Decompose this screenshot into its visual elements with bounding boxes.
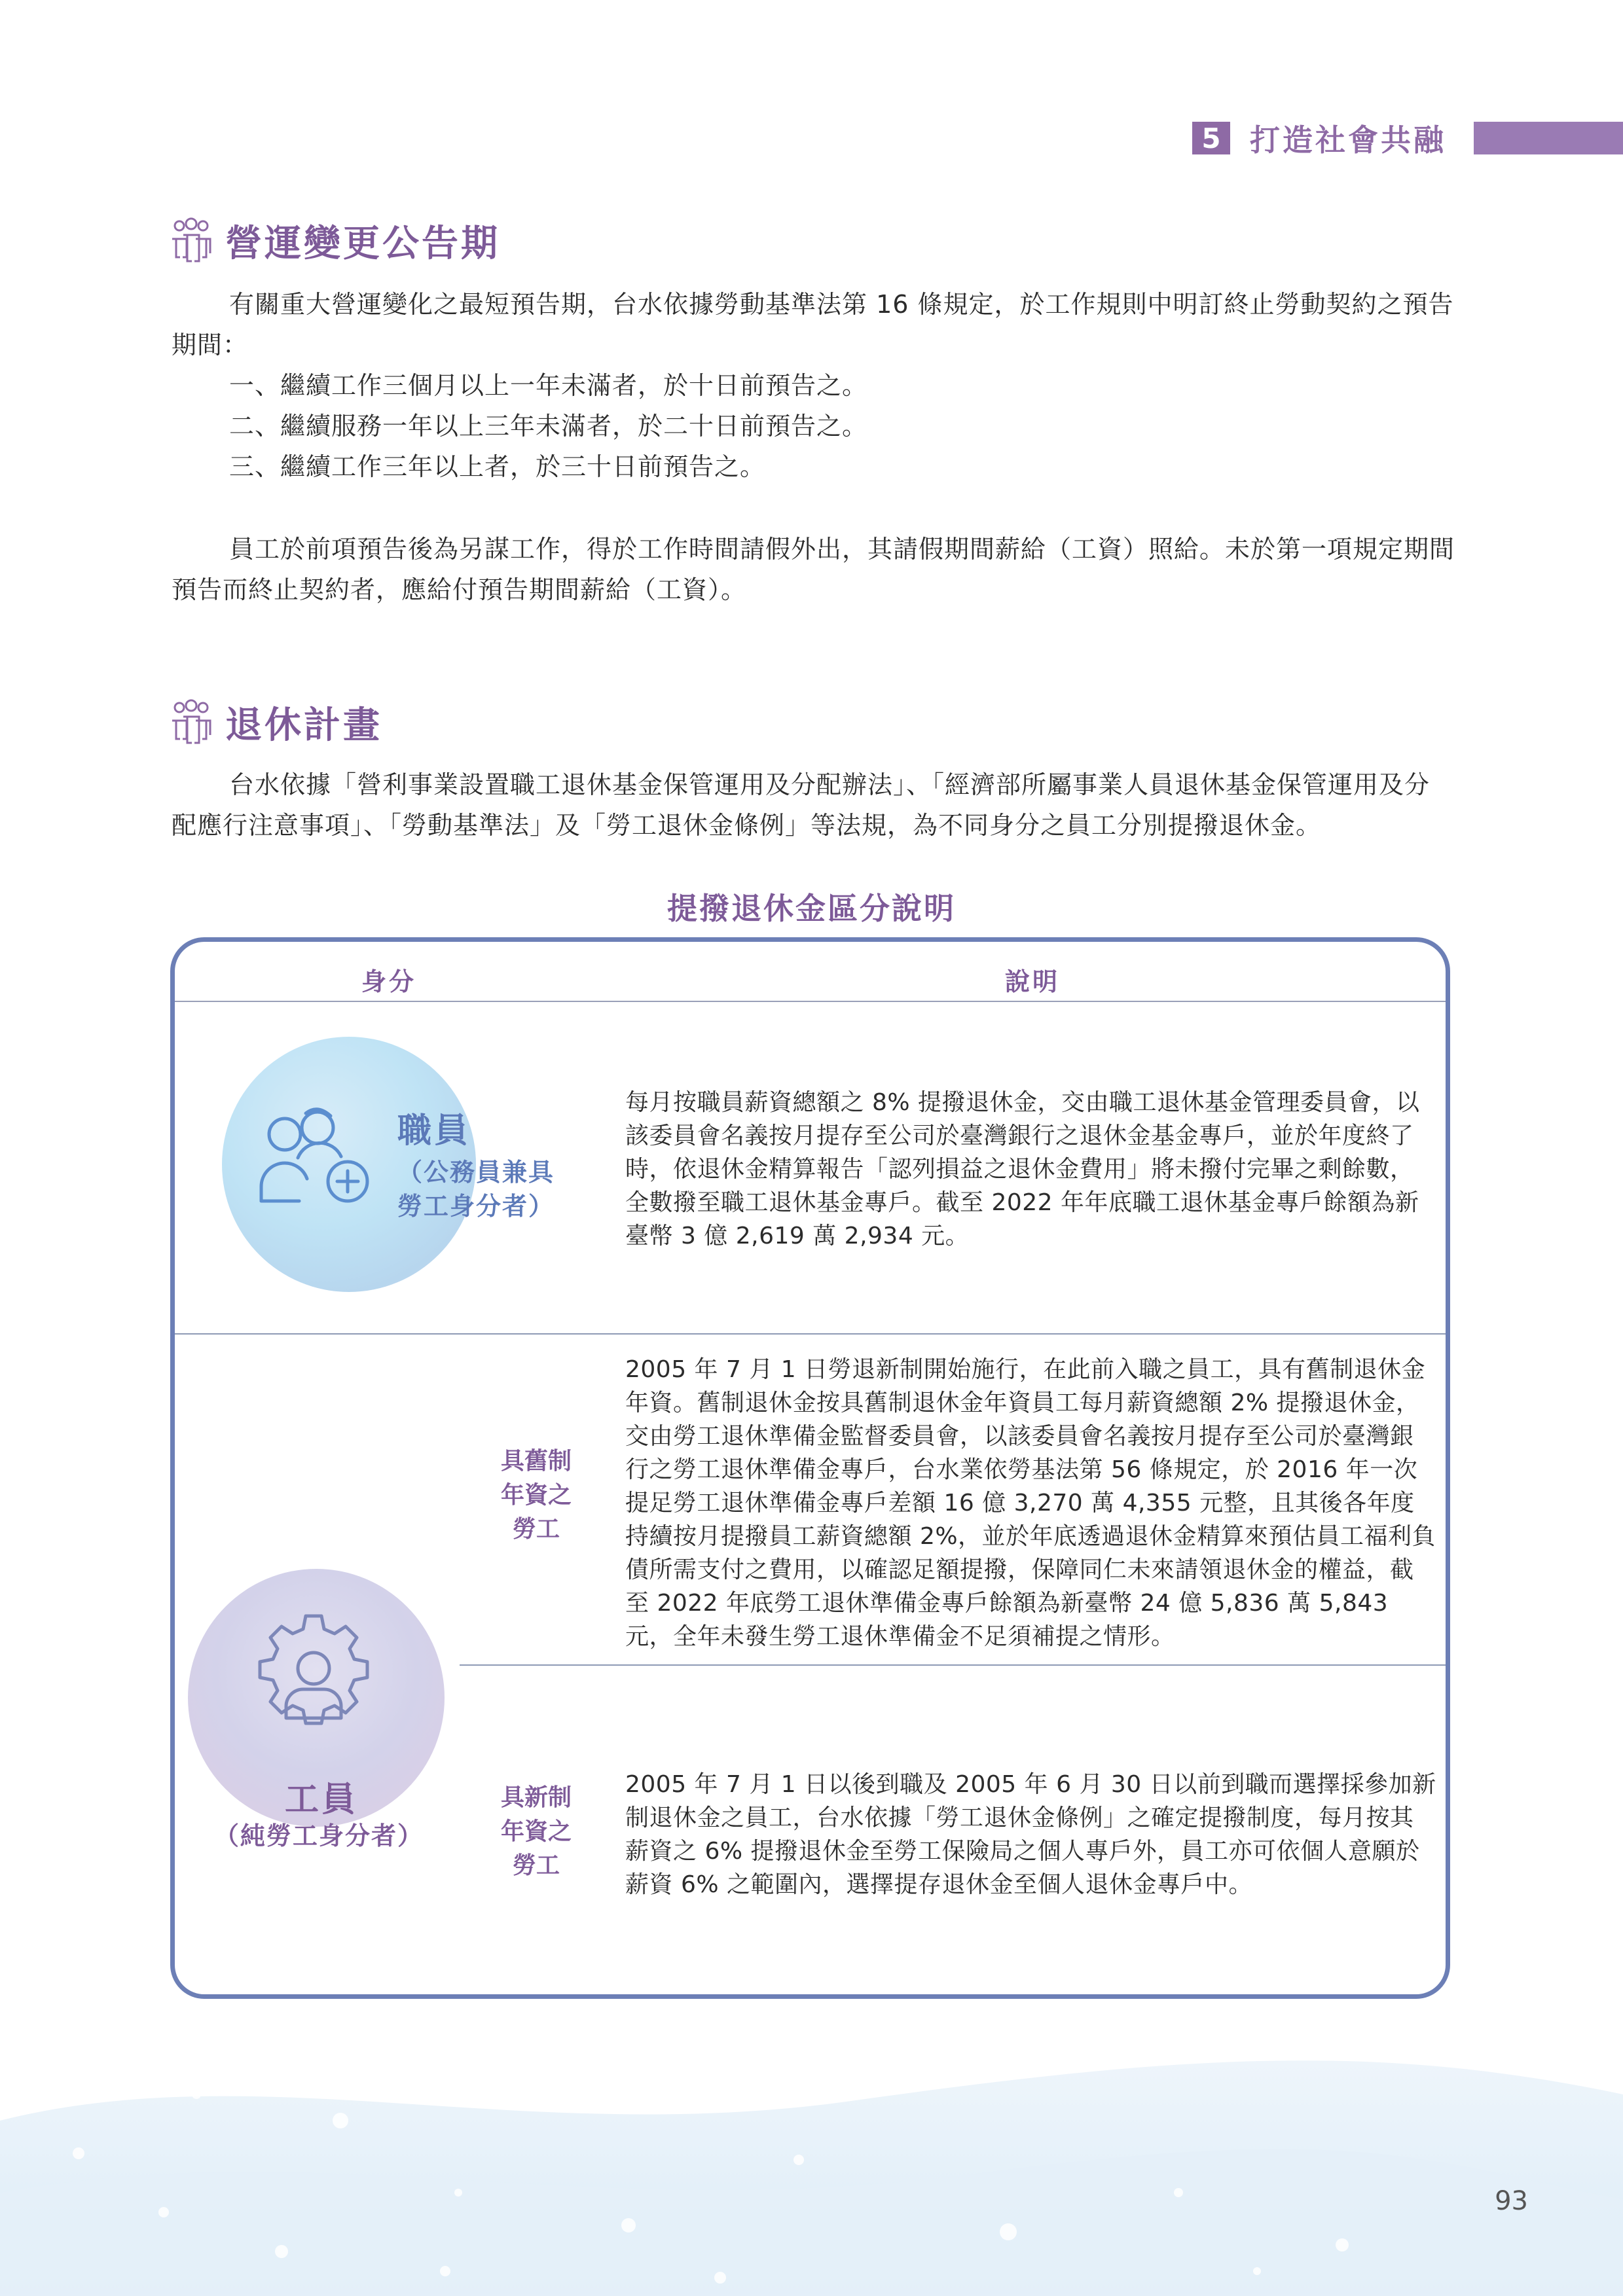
section-title-text: 退休計畫 [225, 704, 382, 747]
row-divider [175, 1333, 1450, 1335]
page-number: 93 [1495, 2186, 1528, 2216]
staff-role-note-line1: （公務員兼具 [397, 1158, 555, 1187]
notice-item-3: 三、繼續工作三年以上者，於三十日前預告之。 [229, 452, 766, 481]
staff-description: 每月按職員薪資總額之 8% 提撥退休金，交由職工退休基金管理委員會，以該委員會名義按月提存至公司於臺灣銀行之退休金基金專戶，並於年度終了時，依退休金精算報告「認列損益之退休金費用」將未撥付完畢之剩餘數，全數撥至職工退休基金專戶。截至 2022 年年底職工退休基金專戶餘額為新臺幣 3 億 2,619 萬 2,934 元。 [625, 1089, 1420, 1249]
old-system-description: 2005 年 7 月 1 日勞退新制開始施行，在此前入職之員工，具有舊制退休金年資。舊制退休金按具舊制退休金年資員工每月薪資總額 2% 提撥退休金，交由勞工退休準備金監督委員會，以該委員會名義按月提存至公司於臺灣銀行之勞工退休準備金專戶，台水業依勞基法第 56 條規定，於 2016 年一次提足勞工退休準備金專戶差額 16 億 3,270 萬 4,355 元整，且其後各年度持續按月提撥員工薪資總額 2%，並於年底透過退休金精算來預估員工福利負債所需支付之費用，以確認足額提撥，保障同仁未來請領退休金的權益，截至 2022 年底勞工退休準備金專戶餘額為新臺幣 24 億 5,836 萬 5,843 元，全年未發生勞工退休準備金不足須補提之情形。 [625, 1356, 1436, 1650]
staff-icon [252, 1103, 376, 1208]
new-system-label-line1: 具新制 [500, 1784, 572, 1811]
new-system-label-line3: 勞工 [512, 1852, 560, 1879]
chapter-header [1192, 120, 1623, 156]
section-title-text: 營運變更公告期 [225, 223, 500, 265]
new-system-label [484, 1781, 589, 1883]
wave-background [0, 2003, 1623, 2296]
people-group-icon [169, 217, 213, 265]
column-header-identity: 身分 [361, 967, 417, 996]
new-system-label-line2: 年資之 [500, 1818, 572, 1845]
retirement-table [170, 937, 1450, 1999]
people-group-icon [169, 698, 213, 747]
gear-person-icon [248, 1608, 379, 1739]
section-title-operations [169, 215, 500, 267]
table-title: 提撥退休金區分說明 [667, 891, 956, 926]
chapter-number: 5 [1192, 122, 1230, 154]
worker-role-note: （純勞工身分者） [214, 1821, 424, 1850]
section2-intro: 台水依據「營利事業設置職工退休基金保管運用及分配辦法」、「經濟部所屬事業人員退休基金保管運用及分配應行注意事項」、「勞動基準法」及「勞工退休金條例」等法規，為不同身分之員工分別提撥退休金。 [172, 770, 1431, 840]
section2-body [172, 764, 1455, 846]
old-system-label [484, 1444, 589, 1547]
new-system-description: 2005 年 7 月 1 日以後到職及 2005 年 6 月 30 日以前到職而選擇採參加新制退休金之員工，台水依據「勞工退休金條例」之確定提撥制度，每月按其薪資之 6% 提撥退休金至勞工保險局之個人專戶外，員工亦可依個人意願於薪資 6% 之範圍內，選擇提存退休金至個人退休金專戶中。 [625, 1771, 1436, 1898]
chapter-bar [1474, 122, 1623, 154]
section1-body [172, 284, 1455, 487]
old-system-label-line1: 具舊制 [500, 1448, 572, 1475]
section-title-retirement [169, 696, 382, 749]
notice-item-2: 二、繼續服務一年以上三年未滿者，於二十日前預告之。 [229, 412, 868, 440]
old-system-label-line2: 年資之 [500, 1482, 572, 1509]
staff-role-note-line2: 勞工身分者） [397, 1192, 555, 1221]
worker-role-label: 工員 [285, 1780, 359, 1820]
notice-item-1: 一、繼續工作三個月以上一年未滿者，於十日前預告之。 [229, 371, 868, 400]
header-divider [175, 1001, 1450, 1002]
section1-paragraph2 [172, 529, 1455, 610]
old-system-label-line3: 勞工 [512, 1516, 560, 1543]
section1-para2-text: 員工於前項預告後為另謀工作，得於工作時間請假外出，其請假期間薪給（工資）照給。未於第一項規定期間預告而終止契約者，應給付預告期間薪給（工資）。 [172, 535, 1455, 604]
staff-role-label: 職員 [397, 1111, 471, 1151]
chapter-title: 打造社會共融 [1250, 122, 1446, 158]
column-header-description: 說明 [1005, 967, 1061, 996]
sub-row-divider [460, 1664, 1450, 1666]
section1-intro: 有關重大營運變化之最短預告期，台水依據勞動基準法第 16 條規定，於工作規則中明訂終止勞動契約之預告期間： [172, 290, 1454, 359]
